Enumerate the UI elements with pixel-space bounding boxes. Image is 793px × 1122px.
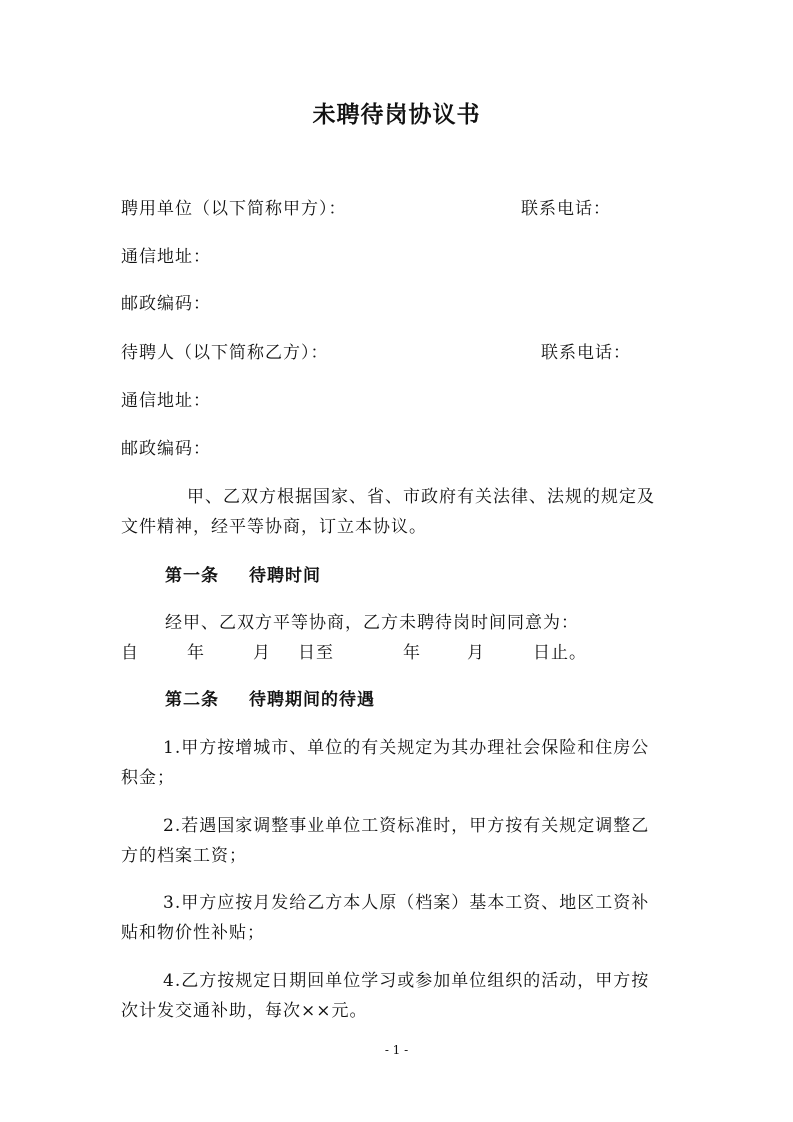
article2-item-2-line-1: 2.若遇国家调整事业单位工资标准时，甲方按有关规定调整乙 (163, 816, 650, 836)
date-part-day-end: 日止。 (533, 643, 587, 663)
page-number: - 1 - (384, 1043, 409, 1057)
article2-heading: 待聘期间的待遇 (249, 690, 375, 710)
party-b-phone-label: 联系电话： (541, 343, 631, 363)
article2-item-3-line-1: 3.甲方应按月发给乙方本人原（档案）基本工资、地区工资补 (163, 893, 650, 913)
date-part-month-end: 月 (467, 643, 485, 663)
party-a-unit-label: 聘用单位（以下简称甲方）： (121, 199, 347, 219)
article2-item-4-line-1: 4.乙方按规定日期回单位学习或参加单位组织的活动，甲方按 (163, 971, 650, 991)
article2-item-1-line-1: 1.甲方按增城市、单位的有关规定为其办理社会保险和住房公 (163, 738, 650, 758)
article2-number: 第二条 (165, 690, 219, 710)
date-part-day-to: 日至 (298, 643, 334, 663)
party-a-phone-label: 联系电话： (521, 199, 611, 219)
article2-item-1-line-2: 积金； (121, 768, 175, 788)
intro-line-1: 甲、乙双方根据国家、省、市政府有关法律、法规的规定及 (187, 487, 655, 507)
party-b-person-label: 待聘人（以下简称乙方）： (121, 343, 329, 363)
party-b-postcode-label: 邮政编码： (121, 439, 211, 459)
date-part-year: 年 (187, 643, 205, 663)
document-title: 未聘待岗协议书 (312, 101, 481, 128)
article2-item-3-line-2: 贴和物价性补贴； (121, 923, 265, 943)
party-b-address-label: 通信地址： (121, 391, 211, 411)
article1-line-1: 经甲、乙双方平等协商，乙方未聘待岗时间同意为： (165, 613, 579, 633)
party-a-address-label: 通信地址： (121, 247, 211, 267)
article2-item-2-line-2: 方的档案工资； (121, 846, 247, 866)
article1-heading: 待聘时间 (249, 566, 321, 586)
article1-number: 第一条 (165, 566, 219, 586)
party-a-postcode-label: 邮政编码： (121, 294, 211, 314)
intro-line-2: 文件精神，经平等协商，订立本协议。 (121, 517, 427, 537)
article2-item-4-line-2: 次计发交通补助，每次××元。 (121, 1001, 368, 1021)
date-part-from: 自 (121, 643, 139, 663)
date-part-year-end: 年 (403, 643, 421, 663)
date-part-month: 月 (253, 643, 271, 663)
